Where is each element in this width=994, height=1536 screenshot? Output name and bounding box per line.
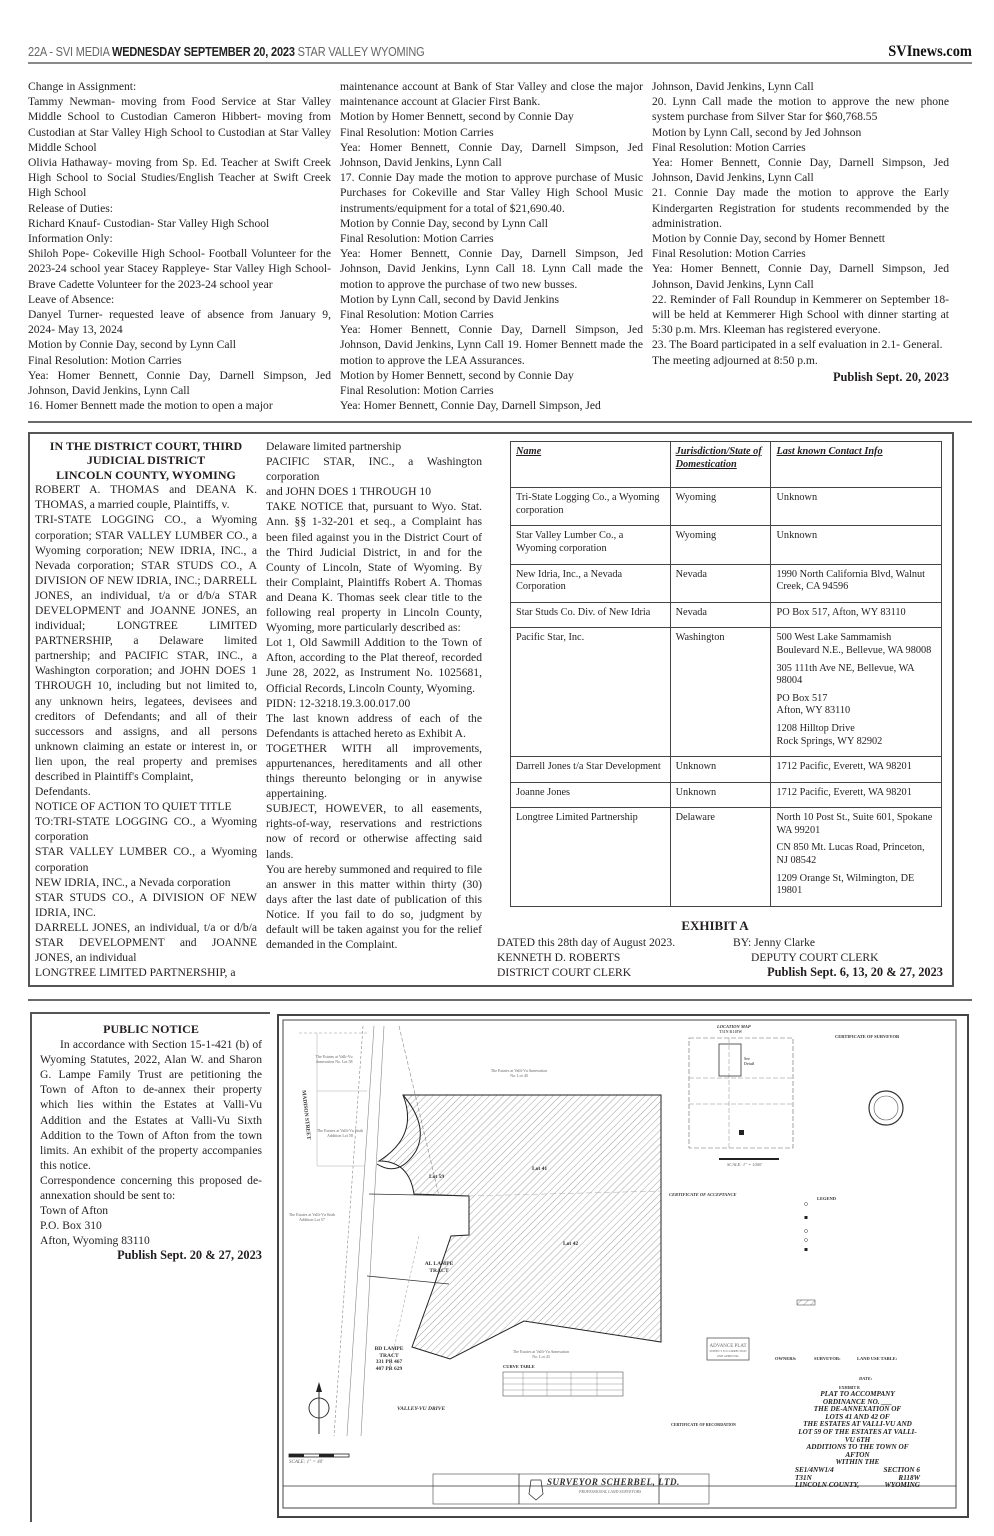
minutes-paragraph: Final Resolution: Motion Carries bbox=[340, 125, 494, 139]
court-paragraph: PACIFIC STAR, INC., a Washington corporation bbox=[266, 455, 482, 484]
location-map-title: LOCATION MAP bbox=[717, 1024, 751, 1029]
valley-vu-drive-label: VALLEY-VU DRIVE bbox=[397, 1406, 446, 1412]
curve-table-title: CURVE TABLE bbox=[503, 1364, 535, 1369]
defendant-name-cell: Pacific Star, Inc. bbox=[511, 628, 671, 757]
court-heading bbox=[35, 439, 257, 482]
defendant-name-cell: Star Studs Co. Div. of New Idria bbox=[511, 602, 671, 628]
court-paragraph: Defendants. bbox=[35, 785, 91, 799]
contact-address: Unknown bbox=[776, 530, 818, 542]
table-row bbox=[511, 602, 942, 628]
clerk-name: KENNETH D. ROBERTS bbox=[497, 951, 621, 964]
defendant-name-cell: Star Valley Lumber Co., a Wyoming corporation bbox=[511, 526, 671, 564]
contact-cell bbox=[771, 488, 942, 526]
contact-address: PO Box 517 Afton, WY 83110 bbox=[776, 692, 851, 717]
advance-plat-subtitle: SUBJECT TO CORRECTION AND APPROVAL bbox=[709, 1349, 747, 1358]
contact-address: 500 West Lake Sammamish Boulevard N.E., Bellevue, WA 98008 bbox=[776, 632, 932, 656]
court-signature-block bbox=[497, 935, 943, 980]
public-notice-body: In accordance with Section 15-1-421 (b) of Wyoming Statutes, 2022, Alan W. and Sharon G. Lampe Family Trust are petitioning the Town of Afton to de-annex their property which lies within the Estates at Valli-Vu Addition and the Estates at Valli-Vu Sixth Addition to the Town of Afton from the town limits. An exhibit of the property accompanies this notice. bbox=[40, 1038, 262, 1172]
court-paragraph: PIDN: 12-3218.19.3.00.017.00 bbox=[266, 696, 411, 710]
minutes-paragraph: 20. Lynn Call made the motion to approve the new phone system purchase from Silver Star for $60,768.55 bbox=[652, 95, 949, 124]
court-paragraph: Lot 1, Old Sawmill Addition to the Town of Afton, according to the Plat thereof, recorded June 28, 2022, as Instrument No. 1025681, Official Records, Lincoln County, Wyoming. bbox=[266, 636, 482, 695]
estates-label: The Estates at Valli-Vu Sixth Addition Lot 58 bbox=[316, 1128, 364, 1138]
jurisdiction-cell: Wyoming bbox=[670, 488, 771, 526]
court-heading-line: IN THE DISTRICT COURT, THIRD bbox=[49, 439, 243, 453]
plat-title-line: LOT 59 OF THE ESTATES AT VALLI-VU 6TH bbox=[798, 1427, 917, 1444]
contact-cell bbox=[771, 526, 942, 564]
contact-address: North 10 Post St., Suite 601, Spokane WA 99201 bbox=[776, 812, 933, 836]
public-notice-publish-date: Publish Sept. 20 & 27, 2023 bbox=[117, 1248, 262, 1263]
minutes-paragraph: The meeting adjourned at 8:50 p.m. bbox=[652, 353, 818, 367]
plat-title-line: LOTS 41 AND 42 OF bbox=[825, 1412, 890, 1421]
certificate-of-surveyor: CERTIFICATE OF SURVEYOR bbox=[835, 1034, 900, 1039]
surveyor-company-subtitle: PROFESSIONAL LAND SURVEYORS bbox=[579, 1489, 642, 1494]
plat-title-text: T31N bbox=[795, 1473, 812, 1482]
location-map-scale: SCALE: 1" = 1000' bbox=[727, 1162, 763, 1167]
estates-label: The Estates at Valli-Vu Annexation No. Lot 43 bbox=[512, 1349, 570, 1359]
minutes-paragraph: 17. Connie Day made the motion to approve purchase of Music Purchases for Cokeville and Star Valley High School Music instruments/equipment for a total of $21,690.40. bbox=[340, 171, 643, 215]
court-heading-line: JUDICIAL DISTRICT bbox=[86, 453, 206, 468]
plat-title-text: WYOMING bbox=[884, 1481, 920, 1490]
contact-address: CN 850 Mt. Lucas Road, Princeton, NJ 08542 bbox=[776, 842, 925, 867]
court-notice-column-1 bbox=[35, 439, 257, 980]
table-header-row bbox=[511, 442, 942, 488]
plat-title-text: R118W bbox=[898, 1473, 920, 1482]
contact-address: PO Box 517, Afton, WY 83110 bbox=[776, 606, 906, 618]
estates-label: The Estates at Valli-Vu Annexation No. Lot 58 bbox=[315, 1054, 353, 1064]
court-paragraph: TRI-STATE LOGGING CO., a Wyoming corporation; STAR VALLEY LUMBER CO., a Wyoming corporation; NEW IDRIA, INC., a Nevada corporation; STAR STUDS CO., A DIVISION OF NEW IDRIA, INC.; DARRELL JONES, an individual, t/a or d/b/a STAR DEVELOPMENT and JOANNE JONES, an individual; LONGTREE LIMITED PARTNERSHIP, a Delaware limited partnership; and PACIFIC STAR, INC., a Washington corporation; and JOHN DOES 1 THROUGH 10, including but not limited to, any unknown heirs, legatees, devisees and creditors of Defendants; and all of their successors and assigns, and all persons unknown claiming an estate or interest in, or lien upon, the real property and premises described in Plaintiff's Complaint, bbox=[35, 513, 257, 783]
minutes-paragraph: Yea: Homer Bennett, Connie Day, Darnell Simpson, Jed Johnson, David Jenkins, Lynn Call 19. Homer Bennett made the motion to approve the LEA Assurances. bbox=[340, 323, 643, 367]
exhibit-b-label: EXHIBIT B bbox=[839, 1385, 860, 1390]
minutes-paragraph: 21. Connie Day made the motion to approve the Early Kindergarten Registration for students recommended by the administration. bbox=[652, 186, 949, 230]
page-number: 22A - SVI MEDIA bbox=[28, 45, 110, 59]
contact-address: 1712 Pacific, Everett, WA 98201 bbox=[776, 786, 912, 798]
table-row bbox=[511, 782, 942, 808]
minutes-paragraph: Johnson, David Jenkins, Lynn Call bbox=[652, 80, 814, 93]
minutes-paragraph: Information Only: bbox=[28, 232, 113, 246]
minutes-paragraph: Motion by Connie Day, second by Lynn Call bbox=[28, 338, 236, 352]
column-header-contact: Last known Contact Info bbox=[771, 442, 942, 488]
minutes-paragraph: Motion by Connie Day, second by Lynn Call bbox=[340, 216, 548, 230]
court-paragraph: TOGETHER WITH all improvements, appurtenances, hereditaments and all other things thereunto belonging or in anywise appertaining. bbox=[266, 741, 482, 801]
land-use-table-label: LAND USE TABLE: bbox=[857, 1356, 898, 1361]
table-row bbox=[511, 526, 942, 564]
court-paragraph: Delaware limited partnership bbox=[266, 440, 402, 453]
minutes-paragraph: Yea: Homer Bennett, Connie Day, Darnell Simpson, Jed Johnson, David Jenkins, Lynn Call bbox=[652, 156, 949, 185]
legend-title: LEGEND bbox=[817, 1196, 837, 1201]
section-divider bbox=[28, 999, 972, 1001]
plat-title-text: SE1/4NW1/4 bbox=[795, 1465, 834, 1474]
defendant-name-cell: New Idria, Inc., a Nevada Corporation bbox=[511, 564, 671, 602]
minutes-paragraph: Yea: Homer Bennett, Connie Day, Darnell Simpson, Jed Johnson, David Jenkins, Lynn Call bbox=[652, 262, 949, 291]
minutes-paragraph: Final Resolution: Motion Carries bbox=[652, 247, 806, 261]
advance-plat-label bbox=[709, 1344, 747, 1359]
minutes-paragraph: Change in Assignment: bbox=[28, 80, 137, 93]
contact-address: 1712 Pacific, Everett, WA 98201 bbox=[776, 761, 912, 773]
minutes-paragraph: Tammy Newman- moving from Food Service at Star Valley Middle School to Custodian Cameron Hibbert- moving from Custodian at Star Valley High School to Custodian at Star Valley Middle School bbox=[28, 95, 331, 154]
minutes-paragraph: Shiloh Pope- Cokeville High School- Football Volunteer for the 2023-24 school year Stacey Rappleye- Star Valley High School- Brave Cadette Volunteer for the 2023-24 school year bbox=[28, 247, 331, 291]
court-paragraph: TO:TRI-STATE LOGGING CO., a Wyoming corporation bbox=[35, 815, 257, 844]
court-paragraph: LONGTREE LIMITED PARTNERSHIP, a bbox=[35, 966, 236, 980]
contact-address: 1209 Orange St, Wilmington, DE 19801 bbox=[776, 872, 915, 897]
jurisdiction-cell: Washington bbox=[670, 628, 771, 757]
minutes-paragraph: Release of Duties: bbox=[28, 201, 113, 215]
masthead-location: STAR VALLEY WYOMING bbox=[297, 45, 425, 59]
lot-59-label: Lot 59 bbox=[429, 1174, 445, 1180]
plat-title-text: LINCOLN COUNTY, bbox=[795, 1481, 860, 1490]
bd-lampe-line: 407 PR 629 bbox=[375, 1365, 403, 1372]
minutes-paragraph: Yea: Homer Bennett, Connie Day, Darnell Simpson, Jed Johnson, David Jenkins, Lynn Call bbox=[28, 368, 331, 398]
minutes-publish-date: Publish Sept. 20, 2023 bbox=[832, 369, 949, 384]
public-notice-correspondence: Correspondence concerning this proposed de-annexation should be sent to: bbox=[40, 1173, 262, 1203]
minutes-paragraph: Yea: Homer Bennett, Connie Day, Darnell Simpson, Jed Johnson, David Jenkins, Lynn Call 18. Lynn Call made the motion to approve the purchase of two new busses. bbox=[340, 247, 643, 291]
defendant-name-cell: Darrell Jones t/a Star Development bbox=[511, 757, 671, 783]
minutes-paragraph: Motion by Lynn Call, second by David Jenkins bbox=[340, 292, 559, 306]
court-paragraph: The last known address of each of the Defendants is attached hereto as Exhibit A. bbox=[266, 711, 482, 740]
court-paragraph: STAR VALLEY LUMBER CO., a Wyoming corporation bbox=[35, 845, 257, 874]
column-header-jurisdiction: Jurisdiction/State of Domestication bbox=[670, 442, 771, 488]
site-name[interactable]: SVInews.com bbox=[888, 43, 972, 60]
minutes-paragraph: Motion by Lynn Call, second by Jed Johnson bbox=[652, 125, 862, 139]
minutes-paragraph: Yea: Homer Bennett, Connie Day, Darnell Simpson, Jed bbox=[340, 399, 601, 413]
plat-title-line: THE ESTATES AT VALLI-VU AND bbox=[803, 1420, 912, 1429]
public-notice bbox=[40, 1022, 262, 1264]
court-paragraph: NOTICE OF ACTION TO QUIET TITLE bbox=[35, 800, 232, 814]
court-heading-line: LINCOLN COUNTY, WYOMING bbox=[56, 467, 236, 482]
issue-date: WEDNESDAY SEPTEMBER 20, 2023 bbox=[112, 45, 295, 59]
address-line: Town of Afton bbox=[40, 1204, 109, 1218]
plat-title-text: SECTION 6 bbox=[883, 1465, 920, 1474]
court-paragraph: DARRELL JONES, an individual, t/a or d/b/a STAR DEVELOPMENT and JOANNE JONES, an individual bbox=[35, 920, 257, 965]
plat-title-line: THE DE-ANNEXATION OF bbox=[813, 1405, 902, 1414]
address-line: Afton, Wyoming 83110 bbox=[40, 1234, 150, 1248]
table-row bbox=[511, 628, 942, 757]
masthead-info bbox=[28, 45, 425, 59]
court-paragraph: ROBERT A. THOMAS and DEANA K. THOMAS, a married couple, Plaintiffs, v. bbox=[35, 483, 257, 512]
jurisdiction-cell: Nevada bbox=[670, 564, 771, 602]
owners-label: OWNERS: bbox=[775, 1356, 797, 1361]
bd-lampe-line: BD LAMPE bbox=[374, 1346, 404, 1352]
lot-41-label: Lot 41 bbox=[532, 1166, 548, 1172]
minutes-paragraph: Yea: Homer Bennett, Connie Day, Darnell Simpson, Jed Johnson, David Jenkins, Lynn Call bbox=[340, 140, 643, 170]
minutes-paragraph: Olivia Hathaway- moving from Sp. Ed. Teacher at Swift Creek High School to Social Studies/English Teacher at Swift Creek High School bbox=[28, 156, 331, 200]
contact-cell bbox=[771, 782, 942, 808]
court-notice-column-2 bbox=[266, 439, 482, 952]
contact-cell bbox=[771, 602, 942, 628]
contact-cell bbox=[771, 757, 942, 783]
plat-title-section bbox=[795, 1482, 920, 1490]
column-header-name: Name bbox=[511, 442, 671, 488]
plat-title-line: ADDITIONS TO THE TOWN OF AFTON bbox=[806, 1443, 909, 1459]
plat-title-line: PLAT TO ACCOMPANY bbox=[820, 1390, 895, 1398]
contact-cell bbox=[771, 808, 942, 907]
contact-cell bbox=[771, 564, 942, 602]
table-row bbox=[511, 808, 942, 907]
court-paragraph: You are hereby summoned and required to file an answer in this matter within thirty (30) days after the last date of publication of this Notice. If you fail to do so, judgment by default will be taken against you for the relief demanded in the Complaint. bbox=[266, 862, 482, 952]
court-paragraph: NEW IDRIA, INC., a Nevada corporation bbox=[35, 875, 231, 889]
plat-title bbox=[795, 1391, 920, 1490]
scale-bar bbox=[289, 1454, 349, 1457]
public-notice-heading: PUBLIC NOTICE bbox=[103, 1022, 199, 1036]
court-paragraph: and JOHN DOES 1 THROUGH 10 bbox=[266, 485, 431, 499]
certificate-of-acceptance: CERTIFICATE OF ACCEPTANCE bbox=[669, 1192, 737, 1197]
jurisdiction-cell: Unknown bbox=[670, 757, 771, 783]
north-arrow-icon bbox=[309, 1382, 329, 1434]
al-lampe-tract-label: AL LAMPE TRACT bbox=[424, 1261, 454, 1274]
defendant-name-cell: Joanne Jones bbox=[511, 782, 671, 808]
exhibit-a-table bbox=[510, 441, 942, 907]
defendant-name-cell: Longtree Limited Partnership bbox=[511, 808, 671, 907]
table-row bbox=[511, 488, 942, 526]
surveyor-label: SURVEYOR: bbox=[814, 1356, 841, 1361]
advance-plat-title: ADVANCE PLAT bbox=[709, 1344, 747, 1349]
minutes-column-3 bbox=[652, 79, 949, 385]
contact-address: 1990 North California Blvd, Walnut Creek, CA 94596 bbox=[776, 568, 926, 593]
estates-label: The Estates at Valli-Vu Annexation No. Lot 40 bbox=[490, 1068, 548, 1078]
minutes-paragraph: Final Resolution: Motion Carries bbox=[340, 308, 494, 322]
contact-address: 305 111th Ave NE, Bellevue, WA 98004 bbox=[776, 662, 915, 687]
table-row bbox=[511, 757, 942, 783]
contact-address: Unknown bbox=[776, 492, 818, 504]
minutes-paragraph: Motion by Homer Bennett, second by Connie Day bbox=[340, 368, 574, 382]
table-row bbox=[511, 564, 942, 602]
minutes-paragraph: Danyel Turner- requested leave of absence from January 9, 2024- May 13, 2024 bbox=[28, 308, 331, 337]
minutes-paragraph: 23. The Board participated in a self evaluation in 2.1- General. bbox=[652, 338, 943, 352]
court-paragraph: SUBJECT, HOWEVER, to all easements, rights-of-way, reservations and restrictions now of record or otherwise affecting said lands. bbox=[266, 802, 482, 861]
deputy-title: DEPUTY COURT CLERK bbox=[751, 951, 879, 964]
bd-lampe-line: 331 PR 467 bbox=[375, 1359, 403, 1365]
court-paragraph: STAR STUDS CO., A DIVISION OF NEW IDRIA, INC. bbox=[35, 890, 257, 919]
clerk-title: DISTRICT COURT CLERK bbox=[497, 966, 632, 979]
plat-title-line: ORDINANCE NO. ___ bbox=[822, 1397, 893, 1406]
see-detail-label: See Detail bbox=[744, 1056, 755, 1066]
address-line: P.O. Box 310 bbox=[40, 1219, 102, 1233]
minutes-paragraph: Final Resolution: Motion Carries bbox=[340, 384, 494, 398]
legend-symbols bbox=[797, 1203, 815, 1306]
masthead bbox=[28, 42, 972, 64]
minutes-paragraph: Final Resolution: Motion Carries bbox=[340, 232, 494, 246]
minutes-paragraph: Final Resolution: Motion Carries bbox=[652, 140, 806, 154]
court-publish-date: Publish Sept. 6, 13, 20 & 27, 2023 bbox=[767, 965, 943, 979]
minutes-paragraph: Richard Knauf- Custodian- Star Valley High School bbox=[28, 216, 270, 230]
jurisdiction-cell: Nevada bbox=[670, 602, 771, 628]
section-divider bbox=[28, 421, 972, 423]
minutes-paragraph: Motion by Connie Day, second by Homer Bennett bbox=[652, 232, 886, 246]
minutes-paragraph: Final Resolution: Motion Carries bbox=[28, 353, 182, 367]
contact-address: 1208 Hilltop Drive Rock Springs, WY 82902 bbox=[776, 722, 883, 747]
madison-street-label: MADISON STREET bbox=[300, 1089, 312, 1140]
minutes-paragraph: Leave of Absence: bbox=[28, 292, 115, 306]
minutes-paragraph: 16. Homer Bennett made the motion to open a major bbox=[28, 399, 273, 413]
court-paragraph: TAKE NOTICE that, pursuant to Wyo. Stat. Ann. §§ 1-32-201 et seq., a Complaint has been filed against you in the District Court of the Third Judicial District, in and for the County of Lincoln, State of Wyoming. By their Complaint, Plaintiffs Robert A. Thomas and Deana K. Thomas seek clear title to the following real property in Lincoln County, Wyoming, more particularly described as: bbox=[266, 500, 482, 635]
surveyor-company-name: SURVEYOR SCHERBEL, LTD. bbox=[547, 1477, 680, 1487]
contact-cell bbox=[771, 628, 942, 757]
jurisdiction-cell: Wyoming bbox=[670, 526, 771, 564]
location-map-subtitle: T31N R118W bbox=[719, 1029, 743, 1034]
location-map bbox=[689, 1038, 793, 1160]
jurisdiction-cell: Unknown bbox=[670, 782, 771, 808]
dated-line: DATED this 28th day of August 2023. bbox=[497, 936, 676, 949]
by-line: BY: Jenny Clarke bbox=[733, 936, 816, 949]
minutes-paragraph: Motion by Homer Bennett, second by Connie Day bbox=[340, 110, 574, 124]
curve-table bbox=[503, 1372, 623, 1396]
minutes-paragraph: maintenance account at Bank of Star Valley and close the major maintenance account at Glacier First Bank. bbox=[340, 80, 643, 109]
estates-label: The Estates at Valli-Vu Sixth Addition Lot 57 bbox=[288, 1212, 336, 1222]
bd-lampe-line: TRACT bbox=[379, 1352, 399, 1359]
minutes-column-1 bbox=[28, 79, 331, 413]
certificate-of-recordation: CERTIFICATE OF RECORDATION bbox=[671, 1422, 736, 1427]
date-label: DATE: bbox=[859, 1376, 873, 1381]
minutes-paragraph: 22. Reminder of Fall Roundup in Kemmerer on September 18- will be held at Kemmerer High School with dinner starting at 5:30 p.m. Mrs. Kleeman has registered everyone. bbox=[652, 292, 949, 337]
jurisdiction-cell: Delaware bbox=[670, 808, 771, 907]
minutes-column-2 bbox=[340, 79, 643, 413]
plat-title-line: WITHIN THE bbox=[835, 1458, 880, 1467]
exhibit-title: EXHIBIT A bbox=[681, 918, 749, 933]
de-annexed-parcel bbox=[379, 1095, 661, 1359]
bd-lampe-tract-label bbox=[369, 1346, 409, 1372]
lot-42-label: Lot 42 bbox=[563, 1241, 579, 1247]
defendant-name-cell: Tri-State Logging Co., a Wyoming corporation bbox=[511, 488, 671, 526]
scale-label: SCALE: 1" = 40' bbox=[289, 1460, 324, 1465]
